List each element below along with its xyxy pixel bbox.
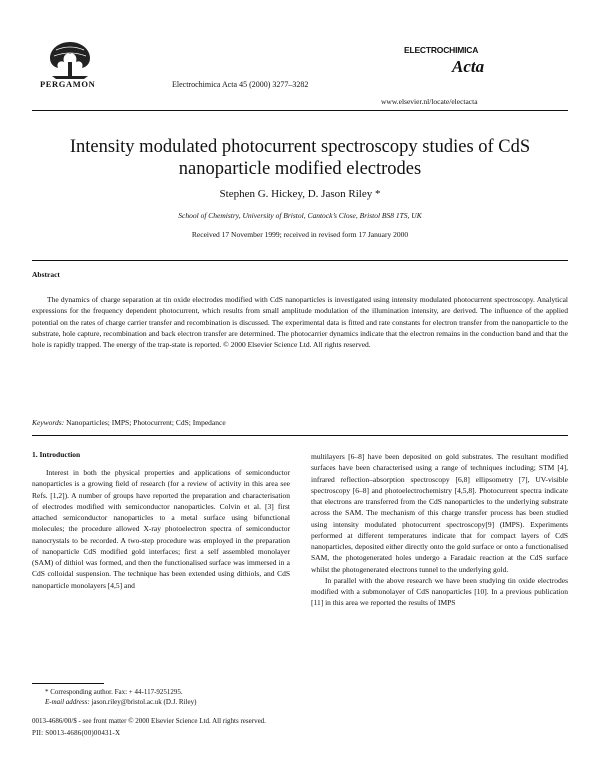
- right-column: [311, 451, 568, 609]
- email-label: E-mail address:: [45, 698, 90, 706]
- publisher-name: PERGAMON: [40, 79, 96, 89]
- received-dates: Received 17 November 1999; received in revised form 17 January 2000: [191, 230, 409, 239]
- left-column: [32, 467, 290, 591]
- abstract-bottom-divider: [32, 435, 568, 436]
- header-divider: [32, 110, 568, 111]
- journal-logo-subtitle: Acta: [452, 57, 485, 76]
- article-title: Intensity modulated photocurrent spectroscopy studies of CdS nanoparticle modified electrodes: [69, 137, 531, 179]
- abstract-heading: Abstract: [32, 270, 60, 279]
- pii-identifier: PII: S0013-4686(00)00431-X: [32, 729, 121, 737]
- email-note: [45, 698, 196, 706]
- abstract-text: The dynamics of charge separation at tin oxide electrodes modified with CdS nanoparticles is investigated using intensity modulated photocurrent spectroscopy. Analytical expressions for the frequency dependent photocurrent, which results from small amplitude modulation of the illumination intensity, are derived. The influence of the applied potential on the rates of charge carrier transfer and recombination is discussed. The experimental data is fitted and rate constants for electron transfer from the nanoparticle to the substrate, hole capture, recombination and back electron transfer are determined. The photocarrier dynamics indicate that the electron remains in the conduction band and that the hole is rapidly trapped. The energy of the trap-state is reported. © 2000 Elsevier Science Ltd. All rights reserved.: [32, 295, 568, 350]
- intro-paragraph-1-continued: multilayers [6–8] have been deposited on gold substrates. The resultant modified surfaces have been characterised using a range of techniques including; STM [4], infrared reflection–absorption spectroscopy [6,8] ellipsometry [7], UV-visible spectroscopy [6–8] and photoelectrochemistry [4,5,8]. Photocurrent spectra indicate that electrons are transferred from the CdS nanoparticles to the underlying substrate across the SAM. The mechanism of this charge transfer process has been studied using intensity modulated photocurrent spectroscopy[9] (IMPS). Experiments performed at different temperatures indicate that for compact layers of CdS nanoparticles, deposited either directly onto the gold surface or onto a functionalised SAM, the photogenerated holes undergo a Faradaic reaction at the CdS surface whilst the photogenerated electrons tunnel to the underlying gold.: [311, 452, 568, 574]
- corresponding-author-note: * Corresponding author. Fax: + 44-117-9251295.: [45, 688, 183, 696]
- email-address[interactable]: jason.riley@bristol.ac.uk (D.J. Riley): [91, 698, 197, 706]
- journal-logo-title: ELECTROCHIMICA: [404, 45, 479, 55]
- section-heading: 1. Introduction: [32, 450, 81, 459]
- copyright-line: 0013-4686/00/$ - see front matter © 2000 Elsevier Science Ltd. All rights reserved.: [32, 717, 266, 725]
- abstract-top-divider: [32, 260, 568, 261]
- keywords: [32, 418, 226, 427]
- footnote-divider: [32, 683, 104, 684]
- intro-paragraph-2: In parallel with the above research we have been studying tin oxide electrodes modified with a submonolayer of CdS nanoparticles [10]. In a previous publication [11] in this area we reported the results of IMPS: [311, 575, 568, 608]
- intro-paragraph-1: Interest in both the physical properties and applications of semiconductor nanoparticles is a growing field of research (for a review of activity in this area see Refs. [1,2]). A number of groups have reported the preparation and characterisation of electrodes modified with semiconductor nanoparticles. Colvin et al. [3] first attached semiconductor nanoparticles to a metal surface using bifunctional molecules; the procedure allowed X-ray photoelectron spectra of semiconductor nanocrystals to be recorded. A two-step procedure was employed in the preparation of nanoparticle CdS modified gold interfaces; first a self assembled monolayer (SAM) of dithiol was formed, and then the functionalised surface was immersed in a CdS colloidal suspension. The technique has been extended using dithiols, and CdS nanoparticle monolayers [4,5] and: [32, 468, 290, 590]
- keywords-list: Nanoparticles; IMPS; Photocurrent; CdS; Impedance: [66, 418, 226, 427]
- article-authors: Stephen G. Hickey, D. Jason Riley *: [219, 188, 381, 200]
- author-affiliation: School of Chemistry, University of Bristol, Cantock’s Close, Bristol BS8 1TS, UK: [178, 211, 422, 220]
- journal-url-link[interactable]: www.elsevier.nl/locate/electacta: [381, 97, 478, 106]
- keywords-label: Keywords:: [32, 418, 65, 427]
- journal-reference: Electrochimica Acta 45 (2000) 3277–3282: [172, 80, 309, 89]
